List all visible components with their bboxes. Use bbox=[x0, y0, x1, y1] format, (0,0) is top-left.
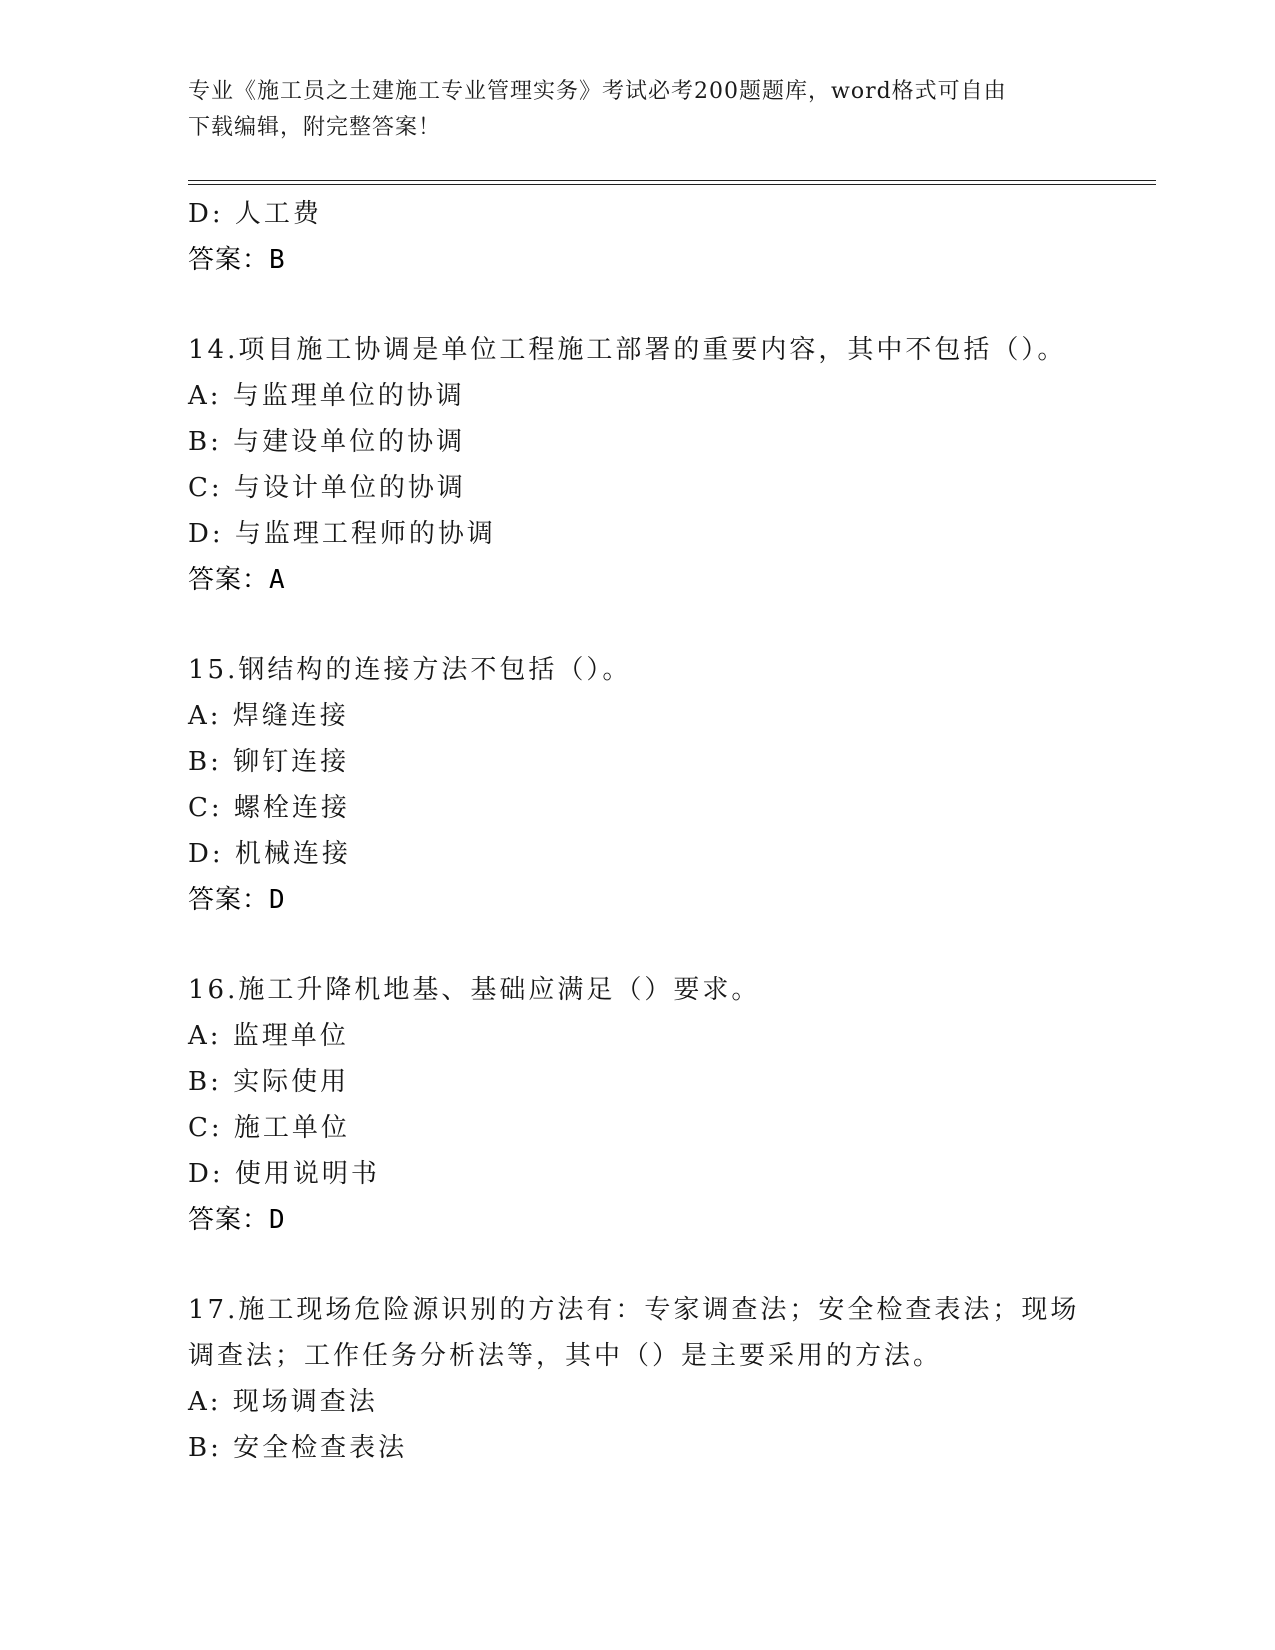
option-a: A: 与监理单位的协调 bbox=[188, 381, 465, 411]
option-b: B: 实际使用 bbox=[188, 1067, 350, 1097]
option-d: D: 机械连接 bbox=[188, 839, 351, 869]
answer-label: 答案： bbox=[188, 885, 270, 915]
answer-value: B bbox=[269, 245, 286, 275]
option-c: C: 与设计单位的协调 bbox=[188, 473, 466, 503]
option-b: B: 安全检查表法 bbox=[188, 1433, 408, 1463]
question-15 bbox=[188, 647, 1088, 923]
option-a: A: 现场调查法 bbox=[188, 1387, 378, 1417]
question-14 bbox=[188, 327, 1088, 603]
answer-value: D bbox=[269, 1205, 286, 1235]
header-title-line-1: 专业《施工员之土建施工专业管理实务》考试必考200题题库，word格式可自由 bbox=[188, 79, 1007, 104]
header-divider-bottom bbox=[188, 184, 1156, 185]
question-16 bbox=[188, 967, 1088, 1243]
answer-label: 答案： bbox=[188, 565, 270, 595]
option-b: B: 与建设单位的协调 bbox=[188, 427, 466, 457]
answer-line bbox=[188, 1197, 1088, 1243]
option-b: B: 铆钉连接 bbox=[188, 747, 350, 777]
header-divider-top bbox=[188, 180, 1156, 181]
option-a: A: 焊缝连接 bbox=[188, 701, 349, 731]
question-stem: 17.施工现场危险源识别的方法有：专家调查法；安全检查表法；现场调查法；工作任务分析法等，其中（）是主要采用的方法。 bbox=[188, 1295, 1080, 1371]
question-stem: 15.钢结构的连接方法不包括（）。 bbox=[188, 655, 632, 685]
answer-value: A bbox=[269, 565, 286, 595]
answer-line bbox=[188, 557, 1088, 603]
option-d: D: 使用说明书 bbox=[188, 1159, 380, 1189]
question-list bbox=[188, 191, 1088, 1471]
option-c: C: 施工单位 bbox=[188, 1113, 350, 1143]
document-header bbox=[188, 74, 1088, 146]
option-d: D: 与监理工程师的协调 bbox=[188, 519, 496, 549]
answer-line bbox=[188, 237, 1088, 283]
question-17 bbox=[188, 1287, 1088, 1471]
option-a: A: 监理单位 bbox=[188, 1021, 349, 1051]
option-c: C: 螺栓连接 bbox=[188, 793, 350, 823]
answer-value: D bbox=[269, 885, 286, 915]
answer-line bbox=[188, 877, 1088, 923]
question-stem: 16.施工升降机地基、基础应满足（）要求。 bbox=[188, 975, 761, 1005]
question-stem: 14.项目施工协调是单位工程施工部署的重要内容，其中不包括（）。 bbox=[188, 335, 1067, 365]
header-title-line-2: 下载编辑，附完整答案！ bbox=[188, 115, 442, 140]
answer-label: 答案： bbox=[188, 245, 270, 275]
option-d: D: 人工费 bbox=[188, 199, 322, 229]
answer-label: 答案： bbox=[188, 1205, 270, 1235]
